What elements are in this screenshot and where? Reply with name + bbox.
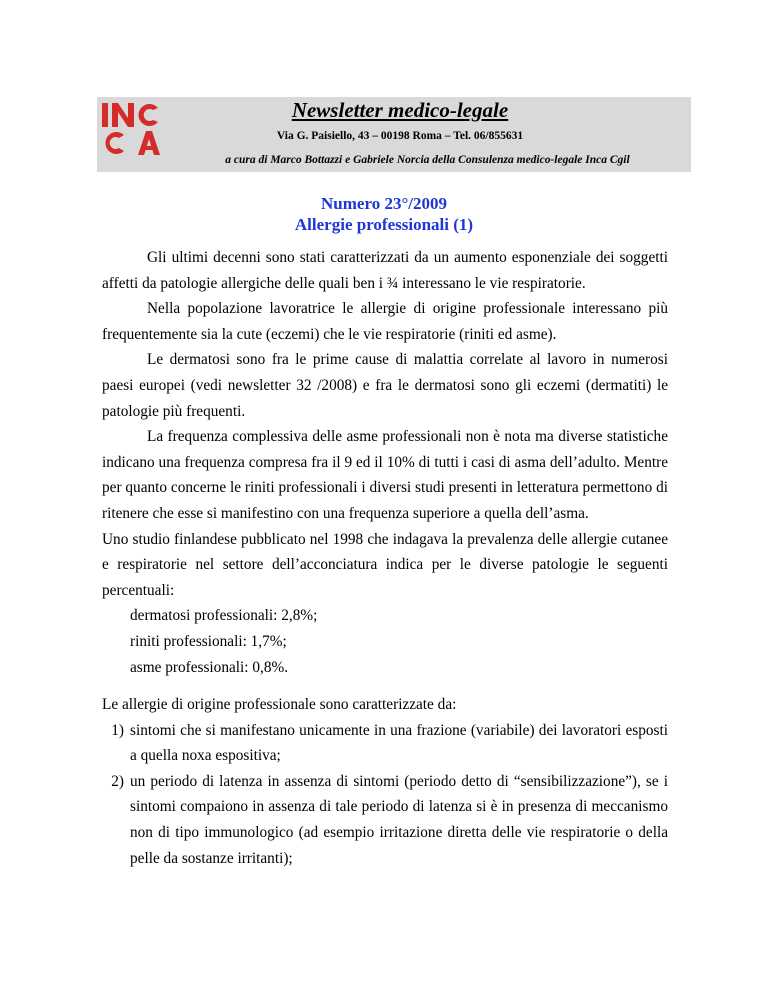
header-curated-by: a cura di Marco Bottazzi e Gabriele Norcia della Consulenza medico-legale Inca Cgil — [225, 154, 630, 166]
paragraph: Uno studio finlandese pubblicato nel 1998 che indagava la prevalenza delle allergie cutanee e respiratorie nel settore dell’acconciatura indica per le diverse patologie le seguenti percentuali: — [102, 530, 668, 599]
list-item-number: 2) — [111, 772, 124, 790]
stat-item: dermatosi professionali: 2,8%; — [130, 607, 318, 625]
stat-item: riniti professionali: 1,7%; — [130, 632, 287, 650]
list-item — [102, 769, 668, 871]
inca-logo-icon — [100, 101, 160, 157]
paragraph: La frequenza complessiva delle asme professionali non è nota ma diverse statistiche indicano una frequenza compresa fra il 9 ed il 10% di tutti i casi di asma dell’adulto. Mentre per quanto concerne le riniti professionali i diversi studi presenti in letteratura permettono di ritenere che esse si manifestino con una frequenza superiore a quella dell’asma. — [102, 428, 668, 522]
paragraph: Le dermatosi sono fra le prime cause di malattia correlate al lavoro in numerosi paesi europei (vedi newsletter 32 /2008) e fra le dermatosi sono gli eczemi (dermatiti) le patologie più frequenti. — [102, 351, 668, 420]
issue-number: Numero 23°/2009 — [321, 194, 447, 213]
header-address: Via G. Paisiello, 43 – 00198 Roma – Tel. 06/855631 — [276, 130, 524, 142]
newsletter-title: Newsletter medico-legale — [291, 98, 509, 122]
article-title: Allergie professionali (1) — [294, 215, 474, 234]
list-item — [102, 718, 668, 769]
list-item-text: sintomi che si manifestano unicamente in una frazione (variabile) dei lavoratori esposti a quella noxa espositiva; — [130, 721, 668, 765]
paragraph: Gli ultimi decenni sono stati caratterizzati da un aumento esponenziale dei soggetti affetti da patologie allergiche delle quali ben i ¾ interessano le vie respiratorie. — [102, 249, 668, 292]
list-item-number: 1) — [111, 721, 124, 739]
inca-logo — [100, 101, 160, 157]
list-item-text: un periodo di latenza in assenza di sintomi (periodo detto di “sensibilizzazione”), se i sintomi compaiono in assenza di tale periodo di latenza si è in presenza di meccanismo non di tipo immunologico (ad esempio irritazione diretta delle vie respiratorie o della pelle da sostanze irritanti); — [130, 772, 668, 867]
stat-item: asme professionali: 0,8%. — [130, 658, 289, 676]
article-body — [102, 245, 668, 871]
list-intro: Le allergie di origine professionale sono caratterizzate da: — [102, 696, 457, 714]
paragraph: Nella popolazione lavoratrice le allergie di origine professionale interessano più frequentemente sia la cute (eczemi) che le vie respiratorie (riniti ed asme). — [102, 300, 668, 343]
